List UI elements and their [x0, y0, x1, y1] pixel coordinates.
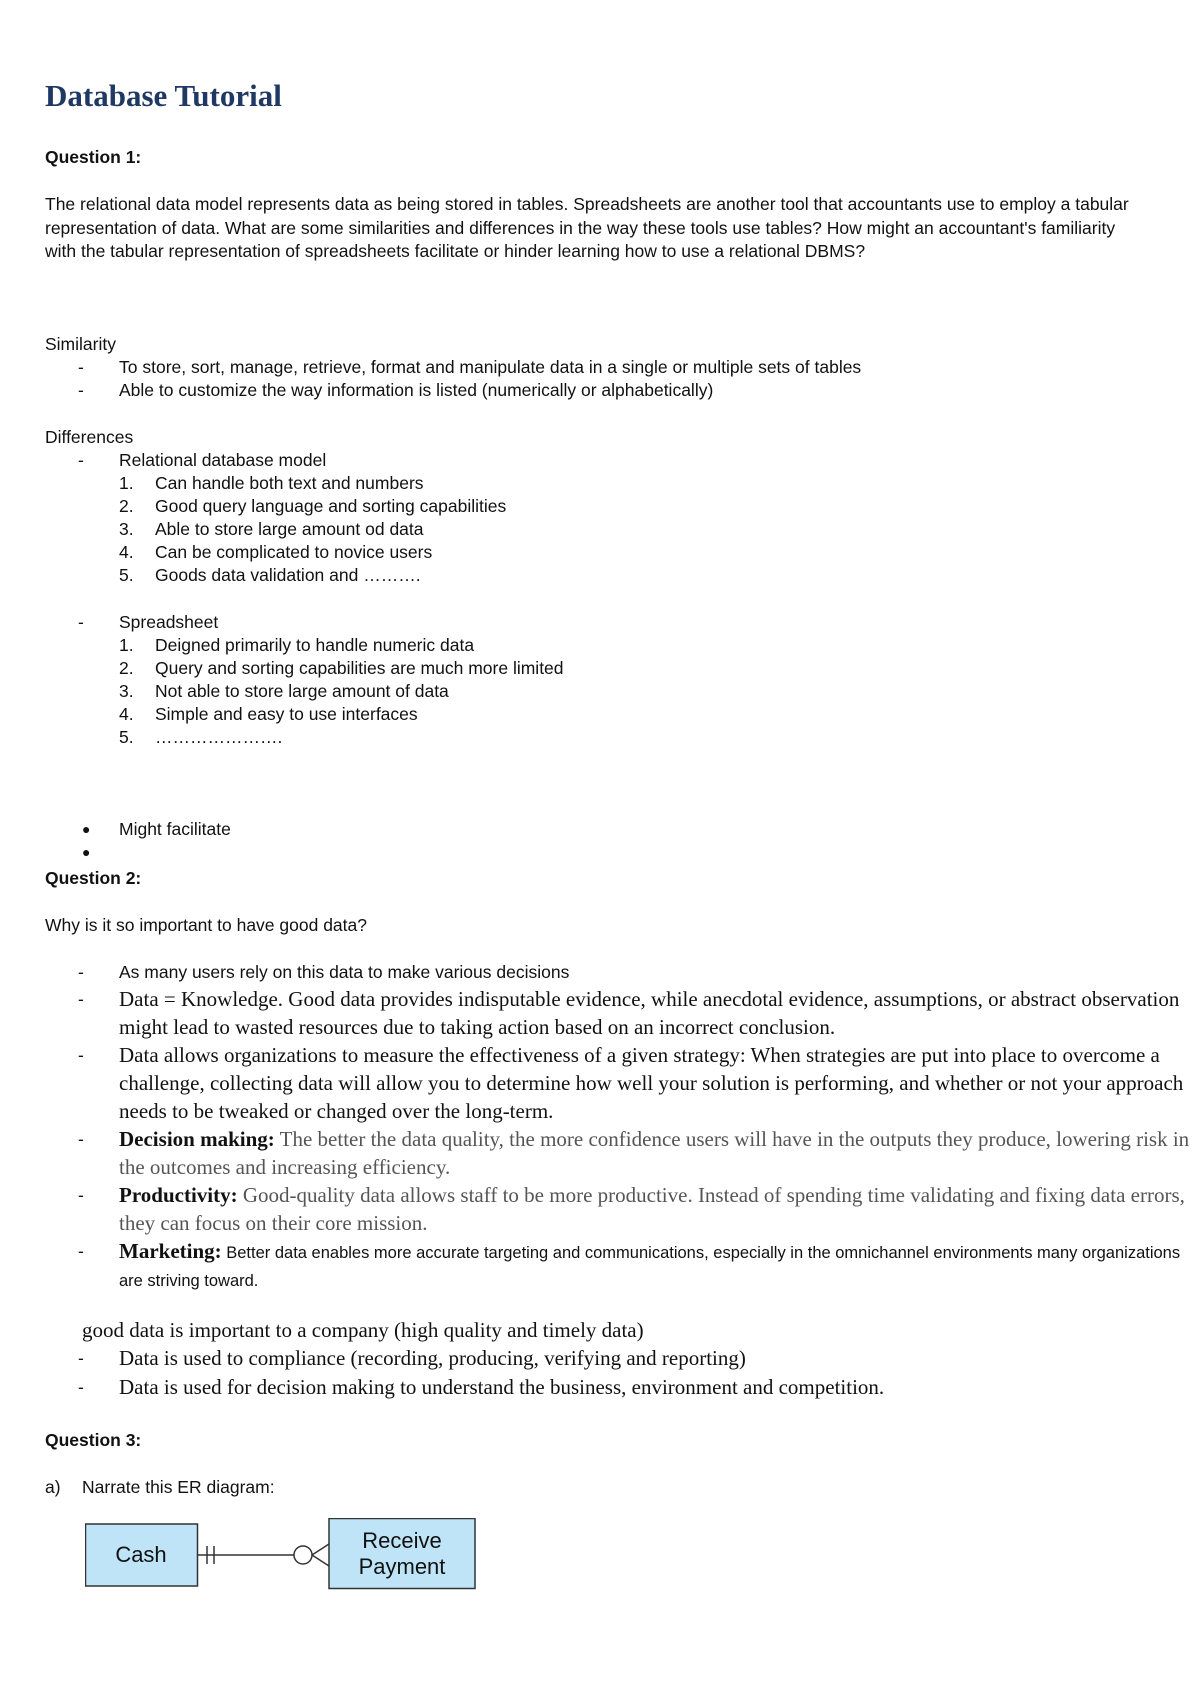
- bullet-icon: ●: [82, 821, 91, 837]
- crow-foot: [312, 1555, 329, 1566]
- question-2-text: Why is it so important to have good data?: [45, 915, 367, 935]
- spreadsheet-item: Simple and easy to use interfaces: [155, 704, 418, 724]
- question-3-heading: Question 3:: [45, 1430, 142, 1450]
- productivity-text: Good-quality data allows staff to be more productive. Instead of spending time validating and fixing data errors, they can focus on their core mission.: [119, 1183, 1185, 1235]
- spreadsheet-label: Spreadsheet: [119, 612, 219, 632]
- marketing-text: Better data enables more accurate targeting and communications, especially in the omnichannel environments many organizations are striving toward.: [119, 1244, 1181, 1290]
- question-2-heading: Question 2:: [45, 868, 142, 888]
- zero-mark: [294, 1546, 312, 1564]
- relational-item: Goods data validation and ……….: [155, 565, 421, 585]
- relational-item: Can be complicated to novice users: [155, 542, 433, 562]
- summary-text: good data is important to a company (high quality and timely data): [82, 1318, 644, 1342]
- spreadsheet-item: Not able to store large amount of data: [155, 681, 449, 701]
- page-title: Database Tutorial: [45, 78, 282, 113]
- similarity-item: To store, sort, manage, retrieve, format and manipulate data in a single or multiple sets of tables: [119, 357, 862, 377]
- facilitate-label: Might facilitate: [119, 819, 231, 839]
- bullet-icon: ●: [82, 844, 91, 860]
- spreadsheet-item: Deigned primarily to handle numeric data: [155, 635, 475, 655]
- relational-item: Able to store large amount od data: [155, 519, 424, 539]
- decision-label: Decision making:: [119, 1127, 275, 1151]
- question-1-text: The relational data model represents data as being stored in tables. Spreadsheets are another tool that accountants use to employ a tabular representation of data. What are some similarities and differences in the way these tools use tables? How might an accountant's familiarity with the tabular representation of spreadsheets facilitate or hinder learning how to use a relational DBMS?: [45, 194, 1129, 261]
- relational-item: Good query language and sorting capabilities: [155, 496, 507, 516]
- spreadsheet-item: ………………….: [155, 727, 283, 747]
- differences-label: Differences: [45, 427, 134, 447]
- answer-item-decision: [119, 1125, 1199, 1181]
- receive-payment-label-1: Receive: [362, 1528, 442, 1553]
- question-1-heading: Question 1:: [45, 147, 142, 167]
- productivity-label: Productivity:: [119, 1183, 238, 1207]
- relational-label: Relational database model: [119, 450, 327, 470]
- answer-item-marketing: [119, 1237, 1199, 1293]
- crow-foot: [312, 1544, 329, 1555]
- answer-item: Data = Knowledge. Good data provides indisputable evidence, while anecdotal evidence, assumptions, or abstract observation might lead to wasted resources due to taking action based on an incorrect conclusion.: [119, 987, 1180, 1039]
- decision-text: The better the data quality, the more confidence users will have in the outputs they produce, lowering risk in the outcomes and increasing efficiency.: [119, 1127, 1190, 1179]
- similarity-item: Able to customize the way information is listed (numerically or alphabetically): [119, 380, 714, 400]
- cash-entity-label: Cash: [115, 1542, 167, 1567]
- receive-payment-label-2: Payment: [358, 1554, 446, 1579]
- answer-item: Data allows organizations to measure the effectiveness of a given strategy: When strategies are put into place to overcome a challenge, collecting data will allow you to determine how well your solution is performing, and whether or not your approach needs to be tweaked or changed over the long-term.: [119, 1043, 1184, 1123]
- answer-item-productivity: [119, 1181, 1199, 1237]
- summary-item: Data is used to compliance (recording, producing, verifying and reporting): [119, 1346, 746, 1370]
- answer-item: As many users rely on this data to make various decisions: [119, 962, 570, 982]
- relational-item: Can handle both text and numbers: [155, 473, 424, 493]
- spreadsheet-item: Query and sorting capabilities are much more limited: [155, 658, 564, 678]
- summary-item: Data is used for decision making to understand the business, environment and competition.: [119, 1375, 885, 1399]
- marketing-label: Marketing:: [119, 1239, 222, 1263]
- part-a-text: Narrate this ER diagram:: [82, 1477, 275, 1497]
- similarity-label: Similarity: [45, 334, 116, 354]
- part-a-label: a): [45, 1477, 61, 1497]
- er-diagram: [85, 1518, 515, 1608]
